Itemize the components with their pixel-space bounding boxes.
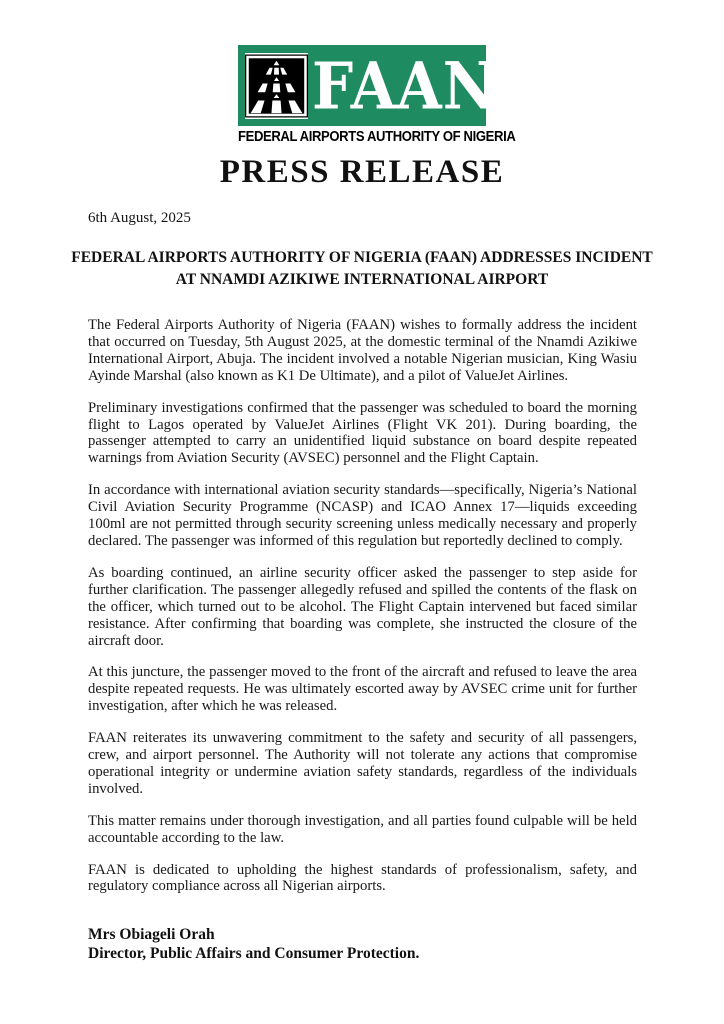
signatory-name: Mrs Obiageli Orah — [88, 926, 215, 944]
body-paragraph: FAAN reiterates its unwavering commitment to the safety and security of all passengers, crew, and airport personnel. The Authority will not tolerate any actions that compromise operational integrity or undermine aviation safety standards, regardless of the individuals involved. — [88, 730, 637, 797]
body-paragraph: The Federal Airports Authority of Nigeria (FAAN) wishes to formally address the incident that occurred on Tuesday, 5th August 2025, at the domestic terminal of the Nnamdi Azikiwe International Airport, Abuja. The incident involved a notable Nigerian musician, King Wasiu Ayinde Marshal (also known as K1 De Ultimate), and a pilot of ValueJet Airlines. — [88, 317, 637, 384]
runway-icon — [245, 53, 308, 119]
faan-logo — [238, 45, 516, 145]
body-copy — [88, 317, 637, 895]
signature-block — [88, 925, 637, 963]
body-paragraph: In accordance with international aviation security standards—specifically, Nigeria’s National Civil Aviation Security Programme (NCASP) and ICAO Annex 17—liquids exceeding 100ml are not permitted through security screening unless medically necessary and properly declared. The passenger was informed of this regulation but reportedly declined to comply. — [88, 482, 637, 549]
release-date: 6th August, 2025 — [88, 210, 191, 226]
signatory-title: Director, Public Affairs and Consumer Protection. — [88, 945, 420, 963]
press-release-title: PRESS RELEASE — [219, 154, 505, 190]
body-paragraph: FAAN is dedicated to upholding the highest standards of professionalism, safety, and regulatory compliance across all Nigerian airports. — [88, 861, 637, 895]
faan-logo-banner — [238, 45, 497, 126]
logo-org-name: FEDERAL AIRPORTS AUTHORITY OF NIGERIA — [238, 129, 516, 145]
headline-line-1: FEDERAL AIRPORTS AUTHORITY OF NIGERIA (FAAN) ADDRESSES INCIDENT — [71, 249, 653, 266]
logo-acronym: FAAN — [312, 47, 497, 124]
body-paragraph: As boarding continued, an airline security officer asked the passenger to step aside for further clarification. The passenger allegedly refused and spilled the contents of the flask on the officer, which turned out to be alcohol. The Flight Captain intervened but faced similar resistance. After confirming that boarding was complete, she instructed the closure of the aircraft door. — [88, 564, 637, 649]
headline — [70, 247, 654, 291]
body-paragraph: Preliminary investigations confirmed that the passenger was scheduled to board the morning flight to Lagos operated by ValueJet Airlines (Flight VK 201). During boarding, the passenger attempted to carry an unidentified liquid substance on board despite repeated warnings from Aviation Security (AVSEC) personnel and the Flight Captain. — [88, 399, 637, 467]
body-paragraph: This matter remains under thorough investigation, and all parties found culpable will be held accountable according to the law. — [88, 812, 637, 846]
body-paragraph: At this juncture, the passenger moved to the front of the aircraft and refused to leave the area despite repeated requests. He was ultimately escorted away by AVSEC crime unit for further investigation, after which he was released. — [88, 664, 637, 715]
headline-line-2: AT NNAMDI AZIKIWE INTERNATIONAL AIRPORT — [175, 271, 549, 288]
